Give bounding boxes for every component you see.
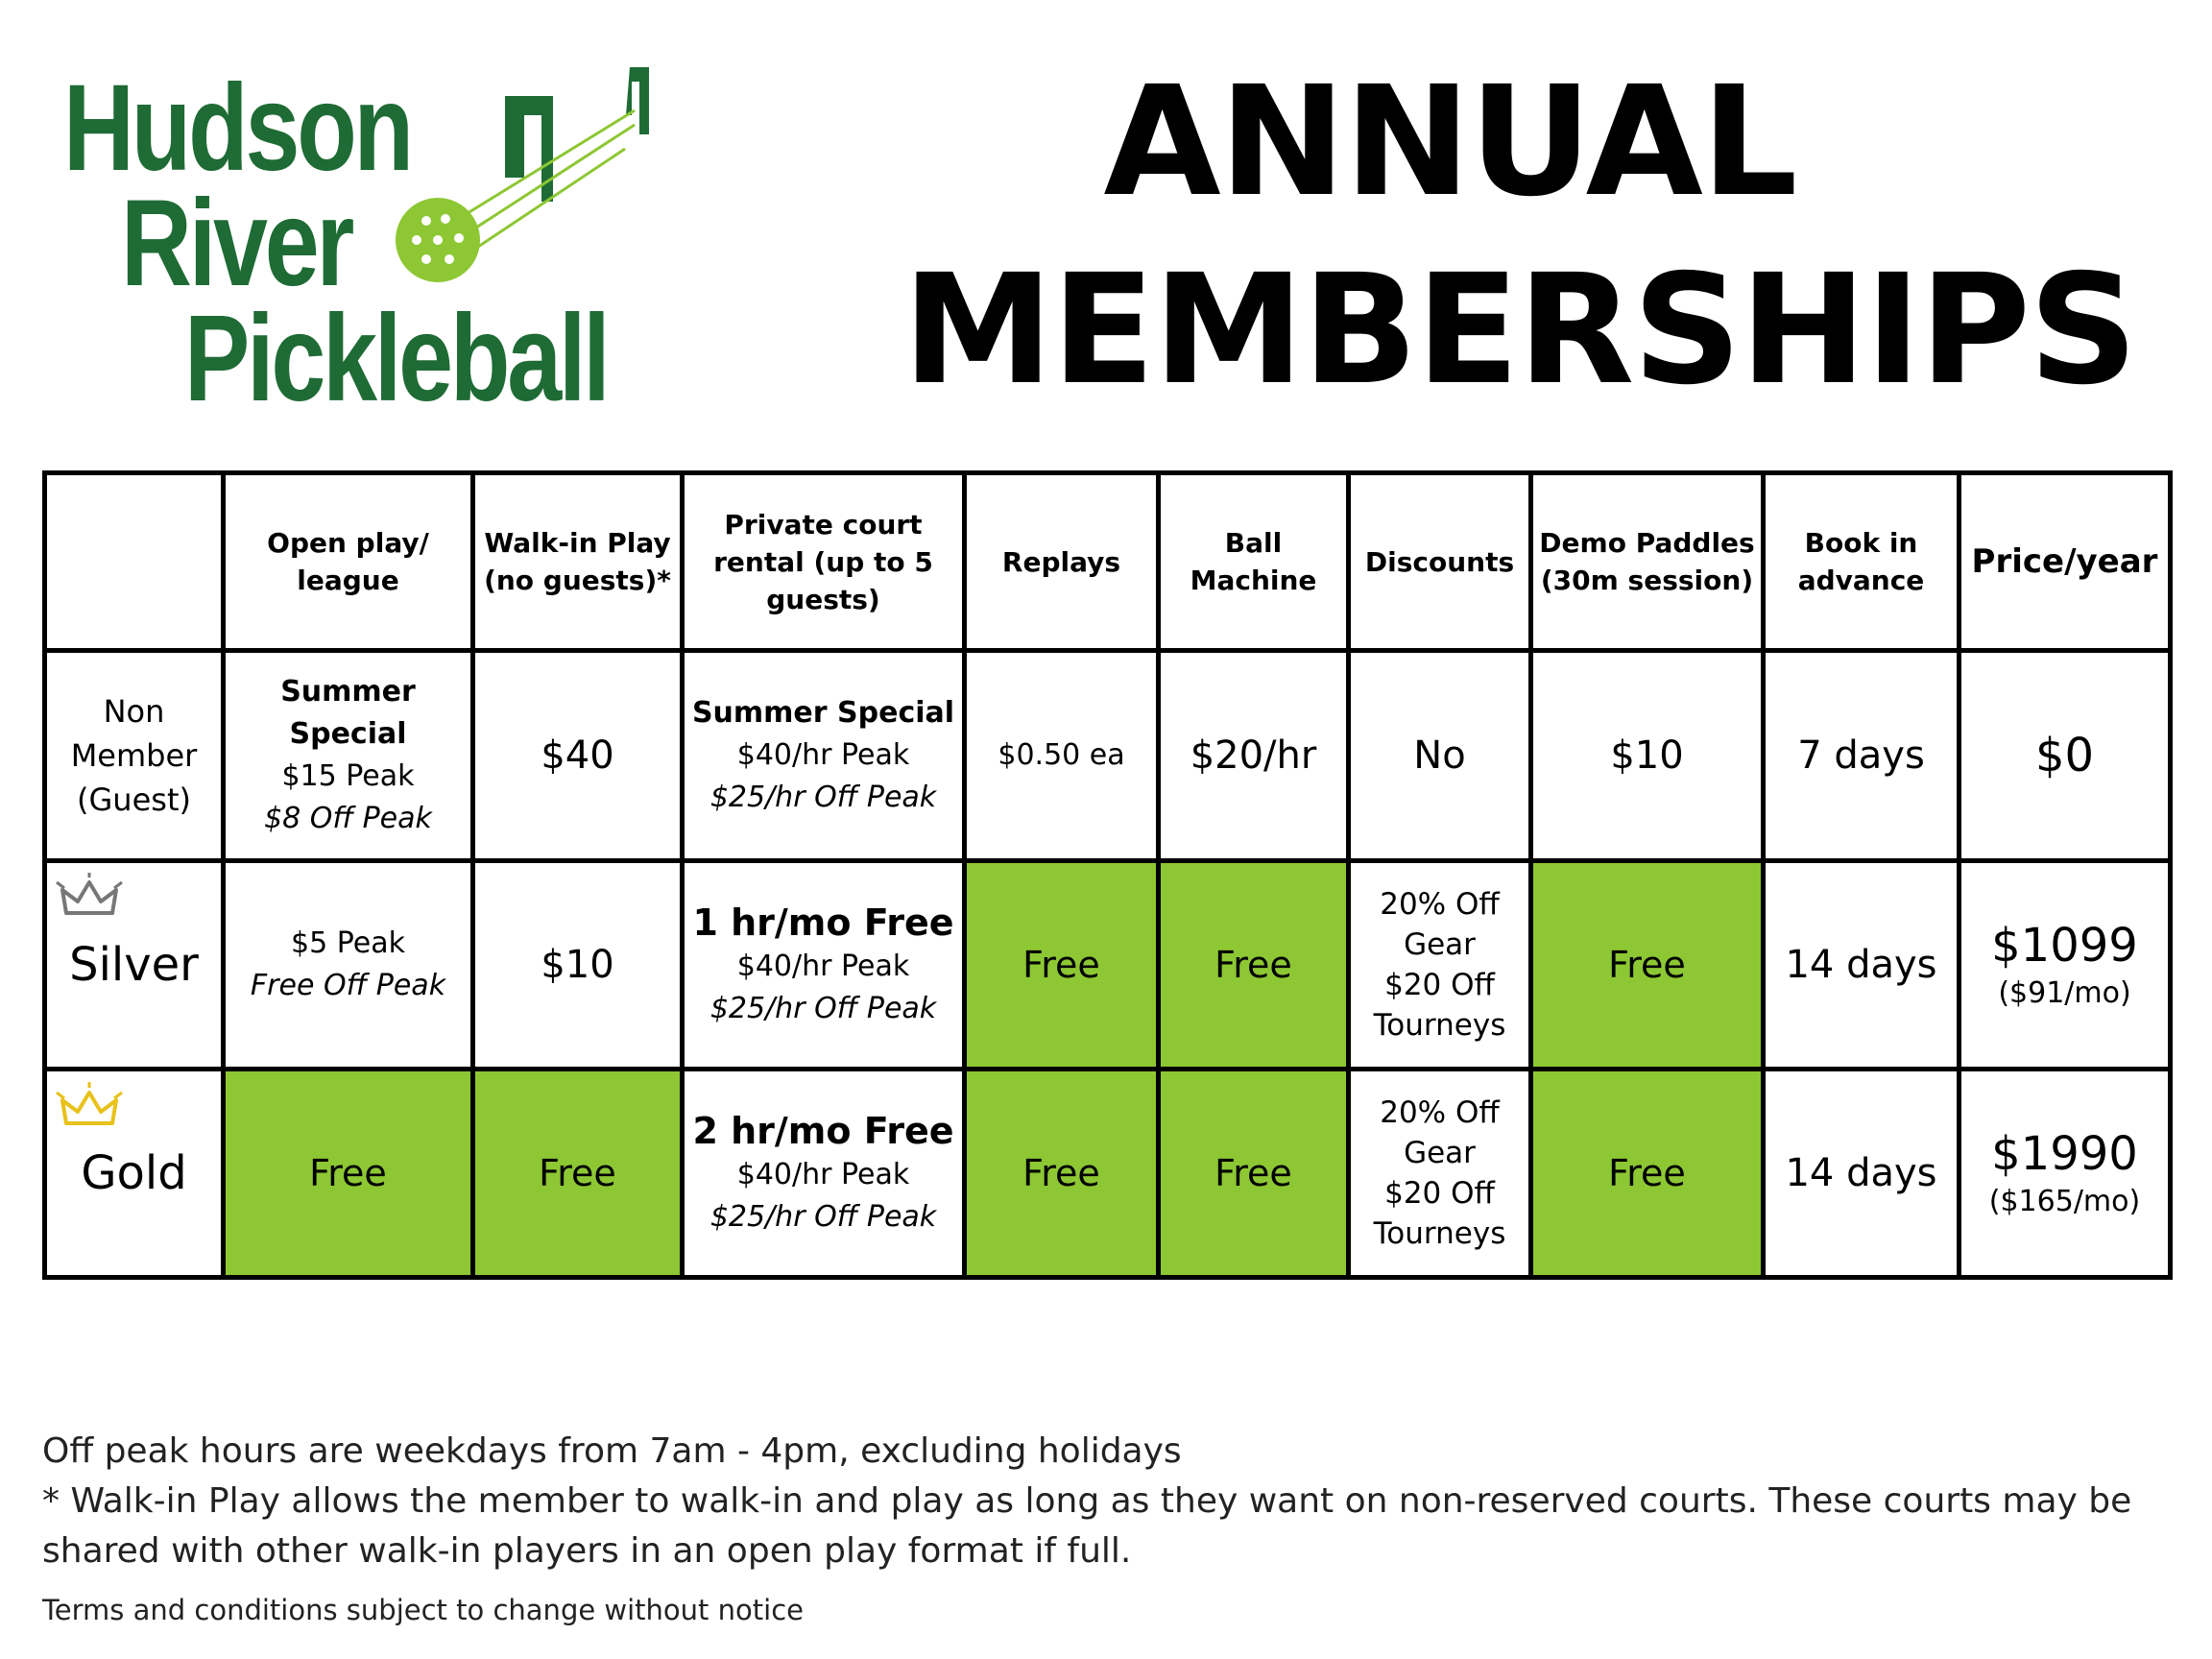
footnotes [42, 1427, 2174, 1576]
silver-private-court [683, 861, 965, 1070]
header-book-advance: Book in advance [1764, 473, 1960, 651]
gold-discount-line: 20% Off [1380, 1095, 1500, 1130]
guest-discounts: No [1349, 651, 1531, 861]
gold-discounts [1349, 1070, 1531, 1278]
guest-label-line: (Guest) [77, 781, 191, 818]
guest-private-line: Summer Special [691, 696, 955, 730]
gold-walk-in: Free [473, 1070, 683, 1278]
header-private-court: Private court rental (up to 5 guests) [683, 473, 965, 651]
table-header-row [45, 473, 2171, 651]
gold-discount-line: $20 Off [1384, 1176, 1495, 1211]
silver-open-play-line: Free Off Peak [250, 969, 446, 1002]
guest-label-line: Member [70, 737, 198, 774]
guest-price [1960, 651, 2171, 861]
header-replays: Replays [965, 473, 1159, 651]
walk-in-note: * Walk-in Play allows the member to walk-in and play as long as they want on non-reserved courts. These courts may be shared with other walk-in players in an open play format if full. [42, 1481, 2132, 1571]
header-discounts: Discounts [1349, 473, 1531, 651]
gold-price-value: $1990 [1991, 1127, 2138, 1181]
silver-discount-line: Gear [1404, 927, 1476, 962]
gold-replays: Free [965, 1070, 1159, 1278]
silver-ball-machine: Free [1159, 861, 1349, 1070]
membership-table [42, 470, 2173, 1280]
silver-discounts [1349, 861, 1531, 1070]
guest-replays: $0.50 ea [965, 651, 1159, 861]
gold-ball-machine: Free [1159, 1070, 1349, 1278]
guest-book-advance: 7 days [1764, 651, 1960, 861]
guest-private-line: $40/hr Peak [736, 738, 910, 772]
guest-label-line: Non [103, 693, 165, 730]
silver-price [1960, 861, 2171, 1070]
silver-price-value: $1099 [1991, 919, 2138, 973]
guest-open-play-line: Summer [280, 675, 416, 709]
guest-ball-machine: $20/hr [1159, 651, 1349, 861]
silver-walk-in: $10 [473, 861, 683, 1070]
header-empty [45, 473, 224, 651]
logo-word-hudson: Hudson [63, 60, 411, 197]
page-title [902, 48, 2136, 424]
gold-discount-line: Tourneys [1373, 1216, 1506, 1251]
gold-price-monthly: ($165/mo) [1988, 1185, 2141, 1218]
silver-private-line: 1 hr/mo Free [692, 902, 954, 944]
header-demo-paddles: Demo Paddles (30m session) [1531, 473, 1764, 651]
gold-private-line: $40/hr Peak [736, 1158, 910, 1191]
guest-walk-in: $40 [473, 651, 683, 861]
table-row-gold [45, 1070, 2171, 1278]
gold-price [1960, 1070, 2171, 1278]
pickleball-paddle-icon [380, 58, 649, 307]
guest-private-line: $25/hr Off Peak [709, 781, 937, 814]
gold-private-court [683, 1070, 965, 1278]
silver-book-advance: 14 days [1764, 861, 1960, 1070]
guest-open-play-line: $15 Peak [281, 759, 415, 793]
terms-note: Terms and conditions subject to change without notice [42, 1594, 804, 1626]
row-label-guest [45, 651, 224, 861]
row-label-gold [45, 1070, 224, 1278]
gold-open-play: Free [224, 1070, 473, 1278]
logo [63, 58, 649, 427]
guest-demo-paddles: $10 [1531, 651, 1764, 861]
silver-open-play-line: $5 Peak [291, 926, 405, 960]
silver-discount-line: $20 Off [1384, 968, 1495, 1002]
logo-word-river: River [121, 175, 352, 312]
row-label-silver [45, 861, 224, 1070]
header-price: Price/year [1960, 473, 2171, 651]
header-walk-in: Walk-in Play (no guests)* [473, 473, 683, 651]
title-line-1: ANNUAL [1103, 54, 1796, 230]
gold-crown-icon [53, 1079, 128, 1137]
silver-crown-icon [53, 871, 128, 928]
silver-discount-line: Tourneys [1373, 1008, 1506, 1043]
logo-word-pickleball: Pickleball [184, 290, 608, 427]
guest-open-play-line: $8 Off Peak [264, 802, 432, 835]
silver-price-monthly: ($91/mo) [1998, 976, 2131, 1010]
guest-open-play [224, 651, 473, 861]
table-row-silver [45, 861, 2171, 1070]
off-peak-note: Off peak hours are weekdays from 7am - 4pm, excluding holidays [42, 1431, 1182, 1471]
guest-private-court [683, 651, 965, 861]
silver-open-play [224, 861, 473, 1070]
silver-demo-paddles: Free [1531, 861, 1764, 1070]
silver-private-line: $25/hr Off Peak [709, 992, 937, 1025]
header-open-play: Open play/ league [224, 473, 473, 651]
gold-book-advance: 14 days [1764, 1070, 1960, 1278]
silver-replays: Free [965, 861, 1159, 1070]
guest-price-value: $0 [2034, 729, 2095, 782]
gold-discount-line: Gear [1404, 1136, 1476, 1170]
gold-demo-paddles: Free [1531, 1070, 1764, 1278]
silver-label-text: Silver [69, 938, 199, 992]
guest-open-play-line: Special [289, 717, 407, 751]
table-row-guest [45, 651, 2171, 861]
title-line-2: MEMBERSHIPS [902, 242, 2136, 419]
gold-label-text: Gold [81, 1146, 187, 1200]
header-ball-machine: Ball Machine [1159, 473, 1349, 651]
silver-private-line: $40/hr Peak [736, 950, 910, 983]
silver-discount-line: 20% Off [1380, 887, 1500, 922]
gold-private-line: $25/hr Off Peak [709, 1200, 937, 1234]
gold-private-line: 2 hr/mo Free [692, 1110, 954, 1152]
